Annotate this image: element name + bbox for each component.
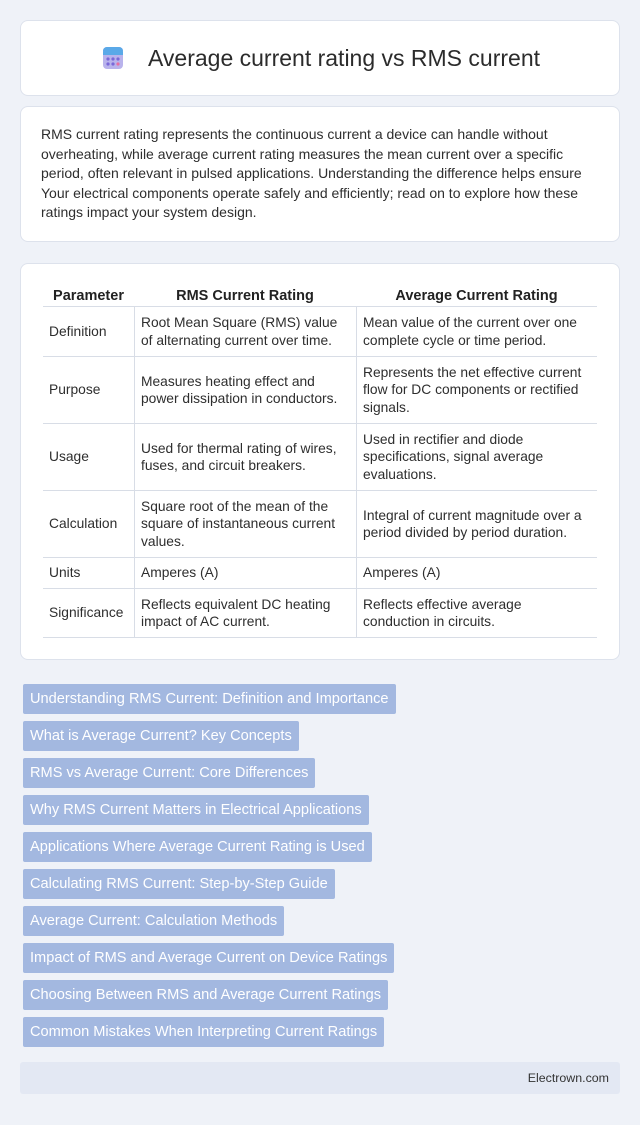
table-row — [43, 424, 597, 491]
related-link[interactable]: Common Mistakes When Interpreting Current Ratings — [23, 1017, 384, 1047]
table-cell: Usage — [43, 424, 134, 491]
comparison-table-card — [20, 263, 620, 660]
comparison-table — [43, 284, 597, 638]
table-cell: Measures heating effect and power dissipation in conductors. — [134, 357, 356, 424]
table-cell: Used in rectifier and diode specifications, signal average evaluations. — [356, 424, 597, 491]
footer — [20, 1062, 620, 1094]
column-header-parameter: Parameter — [43, 284, 134, 307]
related-link[interactable]: What is Average Current? Key Concepts — [23, 721, 299, 751]
table-cell: Definition — [43, 307, 134, 357]
table-row — [43, 589, 597, 638]
table-row — [43, 307, 597, 357]
related-link[interactable]: Impact of RMS and Average Current on Device Ratings — [23, 943, 394, 973]
related-link[interactable]: Choosing Between RMS and Average Current Ratings — [23, 980, 388, 1010]
table-cell: Square root of the mean of the square of instantaneous current values. — [134, 491, 356, 558]
table-cell: Used for thermal rating of wires, fuses, and circuit breakers. — [134, 424, 356, 491]
table-cell: Calculation — [43, 491, 134, 558]
table-cell: Integral of current magnitude over a period divided by period duration. — [356, 491, 597, 558]
related-link[interactable]: Calculating RMS Current: Step-by-Step Guide — [23, 869, 335, 899]
table-cell: Amperes (A) — [134, 558, 356, 589]
table-cell: Purpose — [43, 357, 134, 424]
related-link[interactable]: RMS vs Average Current: Core Differences — [23, 758, 315, 788]
table-cell: Reflects equivalent DC heating impact of AC current. — [134, 589, 356, 638]
table-cell: Amperes (A) — [356, 558, 597, 589]
column-header-average: Average Current Rating — [356, 284, 597, 307]
related-link[interactable]: Average Current: Calculation Methods — [23, 906, 284, 936]
intro-text: RMS current rating represents the continuous current a device can handle without overheating, while average current rating measures the mean current over a specific period, often relevant in pulsed applications. Understanding the difference helps ensure Your electrical components operate safely and efficiently; read on to explore how these ratings impact your system design. — [41, 126, 582, 220]
table-cell: Mean value of the current over one complete cycle or time period. — [356, 307, 597, 357]
table-row — [43, 357, 597, 424]
intro-card — [20, 106, 620, 242]
table-row — [43, 491, 597, 558]
title-card — [20, 20, 620, 96]
table-cell: Root Mean Square (RMS) value of alternating current over time. — [134, 307, 356, 357]
table-cell: Significance — [43, 589, 134, 638]
calculator-icon — [100, 45, 126, 71]
table-row — [43, 558, 597, 589]
table-cell: Reflects effective average conduction in circuits. — [356, 589, 597, 638]
related-link[interactable]: Applications Where Average Current Rating is Used — [23, 832, 372, 862]
related-link[interactable]: Understanding RMS Current: Definition and Importance — [23, 684, 396, 714]
page-title: Average current rating vs RMS current — [147, 44, 540, 71]
footer-brand[interactable]: Electrown.com — [527, 1071, 609, 1085]
table-cell: Units — [43, 558, 134, 589]
column-header-rms: RMS Current Rating — [134, 284, 356, 307]
related-link[interactable]: Why RMS Current Matters in Electrical Applications — [23, 795, 369, 825]
table-cell: Represents the net effective current flow for DC components or rectified signals. — [356, 357, 597, 424]
table-header-row — [43, 284, 597, 307]
